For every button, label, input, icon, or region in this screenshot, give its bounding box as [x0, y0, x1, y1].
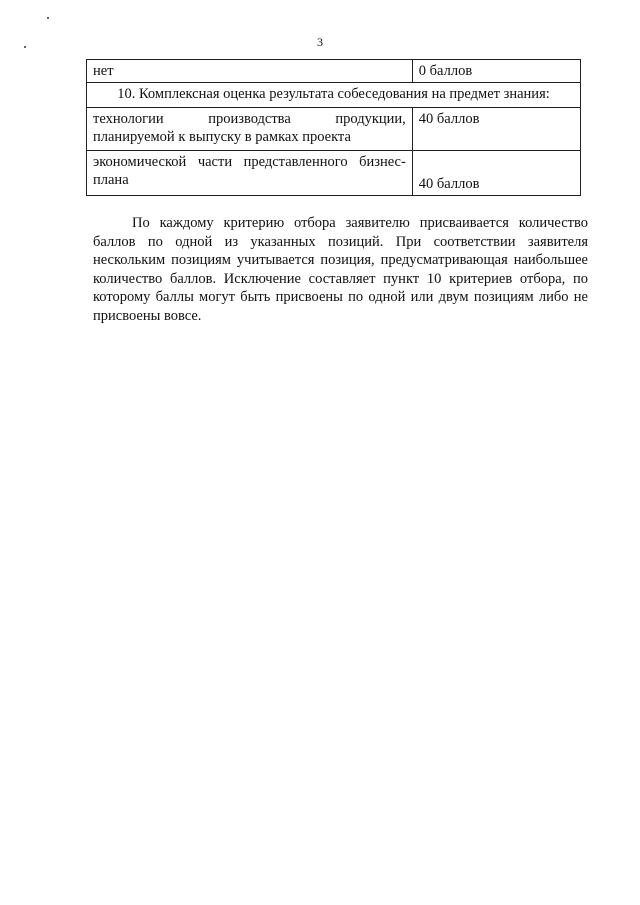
criterion-score: 40 баллов — [412, 151, 580, 196]
table-row — [87, 108, 581, 151]
criterion-score: 0 баллов — [412, 60, 580, 83]
criterion-score: 40 баллов — [412, 108, 580, 151]
criterion-label: нет — [87, 60, 413, 83]
table-row — [87, 151, 581, 196]
table-row — [87, 83, 581, 108]
section-heading: 10. Комплексная оценка результата собеседования на предмет знания: — [87, 83, 581, 108]
criterion-label: технологии производства продукции, планируемой к выпуску в рамках проекта — [87, 108, 413, 151]
criteria-table — [86, 59, 581, 196]
criterion-label: экономической части представленного бизнес-плана — [87, 151, 413, 196]
body-paragraph: По каждому критерию отбора заявителю присваивается количество баллов по одной из указанных позиций. При соответствии заявителя нескольким позициям учитывается позиция, предусматривающая наибольшее количество баллов. Исключение составляет пункт 10 критериев отбора, по которому баллы могут быть присвоены по одной или двум позициям либо не присвоены вовсе. — [93, 215, 588, 324]
scan-speck — [47, 17, 49, 19]
page-number: 3 — [317, 35, 323, 49]
table-row — [87, 60, 581, 83]
